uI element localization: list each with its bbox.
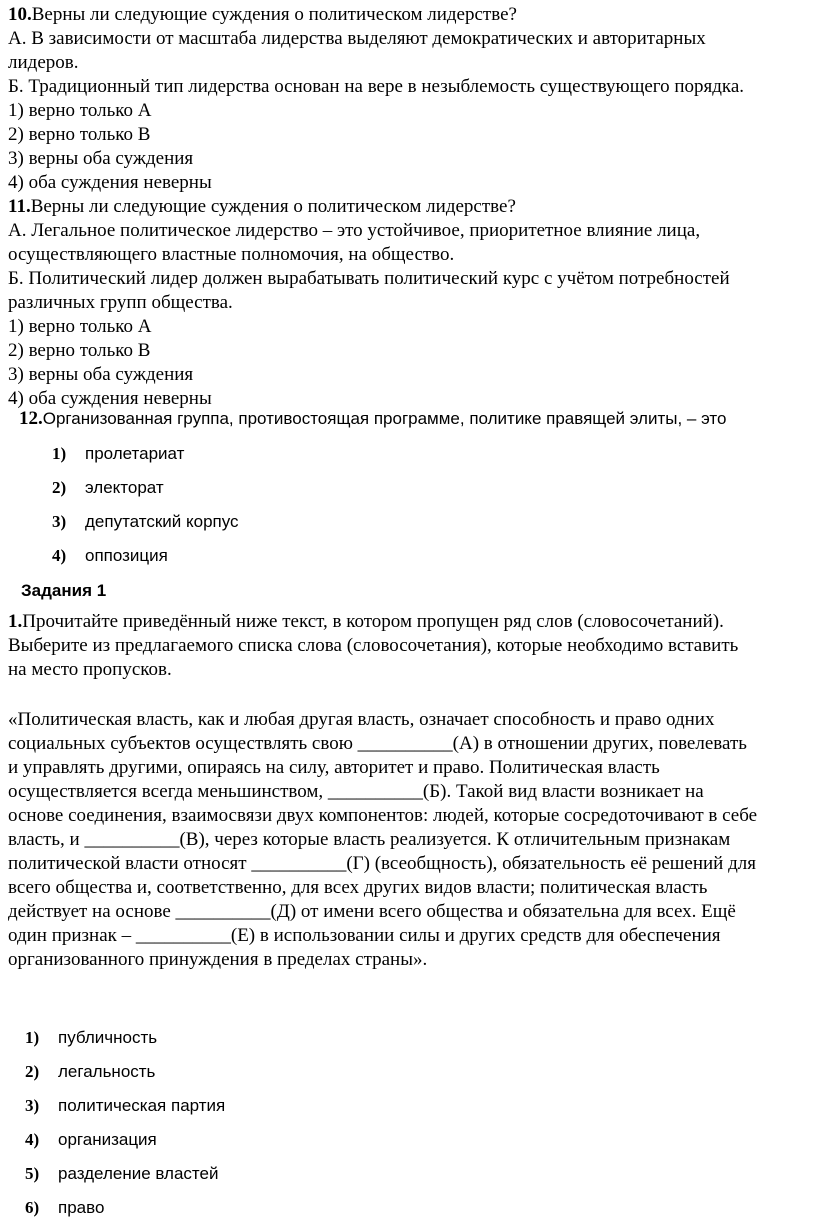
q10-option-1[interactable]: 1) верно только А bbox=[8, 100, 152, 121]
task1-option-6-number: 6) bbox=[25, 1198, 40, 1217]
q12-number: 12. bbox=[19, 408, 43, 429]
passage-line-1: «Политическая власть, как и любая другая власть, означает способность и право одних bbox=[8, 709, 715, 730]
q11-question bbox=[8, 195, 516, 219]
passage-line-2: социальных субъектов осуществлять свою __________(А) в отношении других, повелевать bbox=[8, 733, 747, 754]
task1-option-5-text: разделение властей bbox=[58, 1164, 219, 1183]
passage-line-6: власть, и __________(В), через которые власть реализуется. К отличительным признакам bbox=[8, 829, 731, 850]
task1-intro-text: Прочитайте приведённый ниже текст, в котором пропущен ряд слов (словосочетаний). bbox=[22, 611, 724, 632]
q10-option-2[interactable]: 2) верно только В bbox=[8, 124, 151, 145]
q10-statement-b: Б. Традиционный тип лидерства основан на вере в незыблемость существующего порядка. bbox=[8, 76, 745, 97]
task1-intro-line3: на место пропусков. bbox=[8, 659, 172, 680]
task1-intro-line1 bbox=[8, 610, 724, 634]
task1-option-2-number: 2) bbox=[25, 1062, 40, 1081]
task1-option-5-number: 5) bbox=[25, 1164, 40, 1183]
q11-statement-a-line2: осуществляющего властные полномочия, на общество. bbox=[8, 244, 455, 265]
q11-statement-a-line1: А. Легальное политическое лидерство – это устойчивое, приоритетное влияние лица, bbox=[8, 220, 701, 241]
q10-number: 10. bbox=[8, 4, 32, 25]
q10-statement-a-line1: А. В зависимости от масштаба лидерства выделяют демократических и авторитарных bbox=[8, 28, 706, 49]
task1-option-2-text: легальность bbox=[58, 1062, 156, 1081]
passage-line-5: основе соединения, взаимосвязи двух компонентов: людей, которые сосредоточивают в себе bbox=[8, 805, 758, 826]
q11-statement-b-line2: различных групп общества. bbox=[8, 292, 233, 313]
q12-option-2-text: электорат bbox=[85, 478, 164, 497]
task1-option-1-text: публичность bbox=[58, 1028, 158, 1047]
q11-option-4[interactable]: 4) оба суждения неверны bbox=[8, 388, 212, 409]
passage-line-9: действует на основе __________(Д) от имени всего общества и обязательна для всех. Ещё bbox=[8, 901, 736, 922]
q10-option-3[interactable]: 3) верны оба суждения bbox=[8, 148, 194, 169]
q11-number: 11. bbox=[8, 196, 31, 217]
q12-option-4-number: 4) bbox=[52, 546, 67, 565]
q12-option-1-number: 1) bbox=[52, 444, 67, 463]
task1-option-6-text: право bbox=[58, 1198, 105, 1217]
section-title: Задания 1 bbox=[21, 581, 107, 600]
passage-line-7: политической власти относят __________(Г) (всеобщность), обязательность её решений для bbox=[8, 853, 756, 874]
task1-number: 1. bbox=[8, 611, 23, 632]
q10-question-text: Верны ли следующие суждения о политическом лидерстве? bbox=[31, 4, 517, 25]
q10-question bbox=[8, 3, 517, 27]
task1-option-1-number: 1) bbox=[25, 1028, 40, 1047]
task1-intro-line2: Выберите из предлагаемого списка слова (словосочетания), которые необходимо вставить bbox=[8, 635, 739, 656]
q12-question bbox=[19, 407, 726, 431]
q11-statement-b-line1: Б. Политический лидер должен вырабатывать политический курс с учётом потребностей bbox=[8, 268, 730, 289]
q11-question-text: Верны ли следующие суждения о политическом лидерстве? bbox=[30, 196, 516, 217]
passage-line-3: и управлять другими, опираясь на силу, авторитет и право. Политическая власть bbox=[8, 757, 660, 778]
q12-option-3-text: депутатский корпус bbox=[85, 512, 239, 531]
q12-option-1-text: пролетариат bbox=[85, 444, 185, 463]
q10-statement-a-line2: лидеров. bbox=[8, 52, 79, 73]
q12-question-text: Организованная группа, противостоящая программе, политике правящей элиты, – это bbox=[42, 409, 727, 428]
passage-line-11: организованного принуждения в пределах страны». bbox=[8, 949, 428, 970]
task1-option-3-number: 3) bbox=[25, 1096, 40, 1115]
q11-option-2[interactable]: 2) верно только В bbox=[8, 340, 151, 361]
q11-option-1[interactable]: 1) верно только А bbox=[8, 316, 152, 337]
task1-option-3-text: политическая партия bbox=[58, 1096, 226, 1115]
q11-option-3[interactable]: 3) верны оба суждения bbox=[8, 364, 194, 385]
task1-option-4-number: 4) bbox=[25, 1130, 40, 1149]
q12-option-4-text: оппозиция bbox=[85, 546, 168, 565]
q12-option-2-number: 2) bbox=[52, 478, 67, 497]
task1-option-4-text: организация bbox=[58, 1130, 157, 1149]
q10-option-4[interactable]: 4) оба суждения неверны bbox=[8, 172, 212, 193]
q12-option-3-number: 3) bbox=[52, 512, 67, 531]
passage-line-4: осуществляется всегда меньшинством, __________(Б). Такой вид власти возникает на bbox=[8, 781, 704, 802]
passage-line-8: всего общества и, соответственно, для всех других видов власти; политическая власть bbox=[8, 877, 708, 898]
passage-line-10: один признак – __________(Е) в использовании силы и других средств для обеспечения bbox=[8, 925, 721, 946]
